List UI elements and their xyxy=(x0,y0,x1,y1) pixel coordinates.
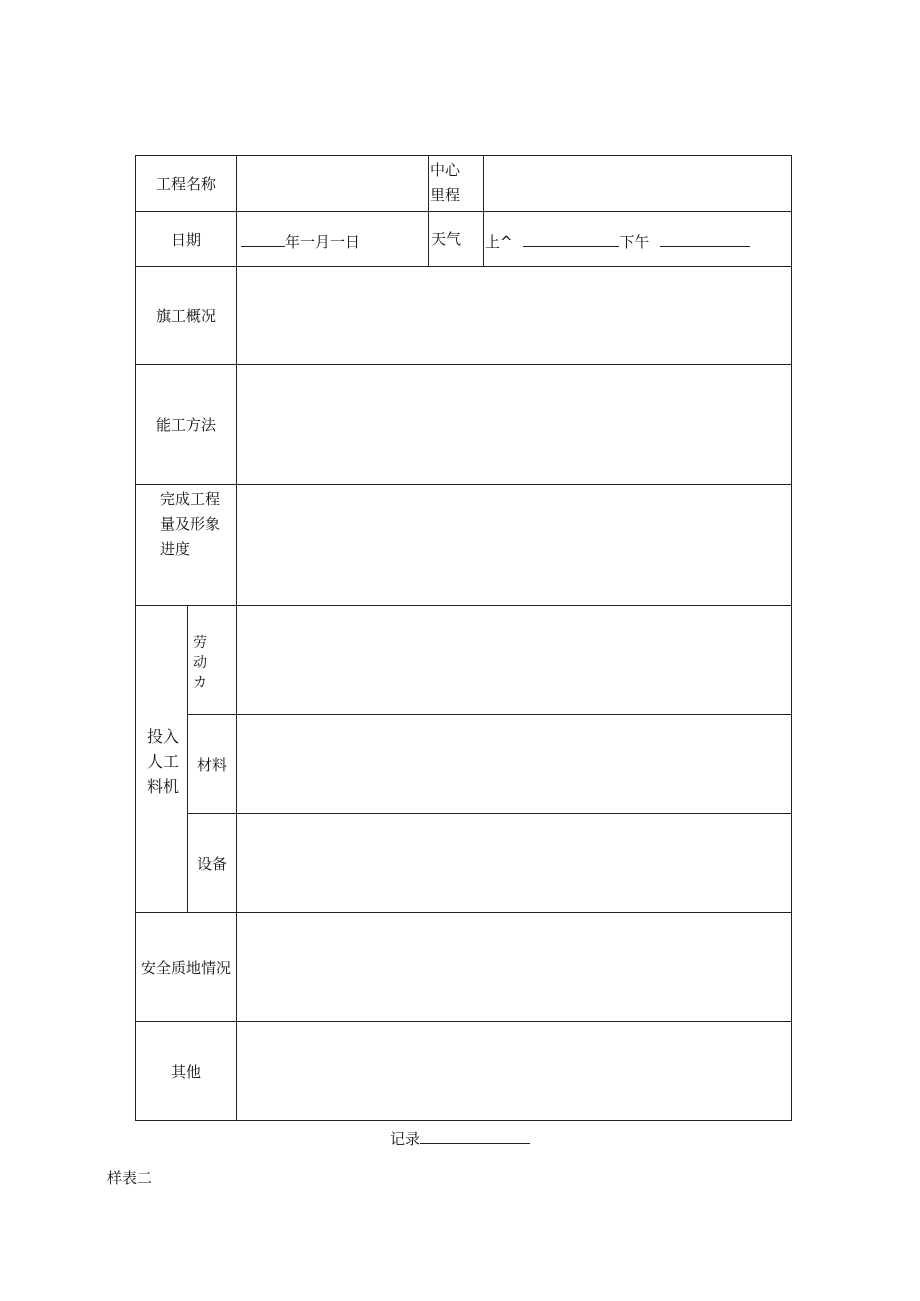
project-name-label-cell xyxy=(136,156,236,211)
labor-field[interactable] xyxy=(237,606,791,714)
date-field[interactable] xyxy=(241,232,360,250)
materials-label-cell xyxy=(188,715,236,813)
construction-method-field[interactable] xyxy=(237,365,791,484)
weather-pm-label: 下午 xyxy=(619,233,650,251)
materials-label: 材料 xyxy=(196,755,227,774)
recorder-line xyxy=(390,1129,530,1147)
date-label-cell xyxy=(136,212,236,266)
date-template: 年一月一日 xyxy=(285,233,361,251)
weather-am-label: 上^ xyxy=(485,233,513,251)
other-label: 其他 xyxy=(170,1062,201,1081)
center-mileage-field[interactable] xyxy=(484,156,791,211)
center-mileage-label: 中心 里程 xyxy=(430,161,461,204)
other-label-cell xyxy=(136,1022,236,1120)
daily-construction-log-table xyxy=(135,155,792,1121)
construction-method-label: 能工方法 xyxy=(155,416,216,434)
weather-am-blank[interactable] xyxy=(523,232,619,247)
construction-overview-label-cell xyxy=(136,267,236,364)
construction-overview-field[interactable] xyxy=(237,267,791,364)
completed-work-field[interactable] xyxy=(237,485,791,605)
safety-quality-label-cell xyxy=(136,913,236,1021)
recorder-blank[interactable] xyxy=(420,1129,530,1144)
project-name-field[interactable] xyxy=(237,156,428,211)
materials-field[interactable] xyxy=(237,715,791,813)
labor-label: 劳 动 カ xyxy=(193,635,207,691)
weather-label: 天气 xyxy=(431,230,462,248)
table-border-right xyxy=(791,155,792,1121)
date-label: 日期 xyxy=(170,230,201,249)
project-name-label: 工程名称 xyxy=(155,175,216,193)
recorder-label: 记录 xyxy=(390,1130,421,1148)
completed-work-label: 完成工程 量及形象 进度 xyxy=(160,490,221,558)
sample-label: 样表二 xyxy=(107,1169,153,1187)
table-border-bottom xyxy=(135,1120,792,1121)
safety-quality-label: 安全质地情况 xyxy=(140,958,231,977)
weather-pm-blank[interactable] xyxy=(660,232,750,247)
construction-method-label-cell xyxy=(136,365,236,484)
equipment-label: 设备 xyxy=(196,854,227,873)
other-field[interactable] xyxy=(237,1022,791,1120)
weather-field xyxy=(485,232,750,250)
input-resources-label: 投入 人工 料机 xyxy=(147,727,180,796)
construction-overview-label: 旗工概况 xyxy=(155,307,216,325)
year-blank[interactable] xyxy=(241,232,285,247)
column-divider xyxy=(428,155,429,266)
equipment-label-cell xyxy=(188,814,236,912)
equipment-field[interactable] xyxy=(237,814,791,912)
safety-quality-field[interactable] xyxy=(237,913,791,1021)
